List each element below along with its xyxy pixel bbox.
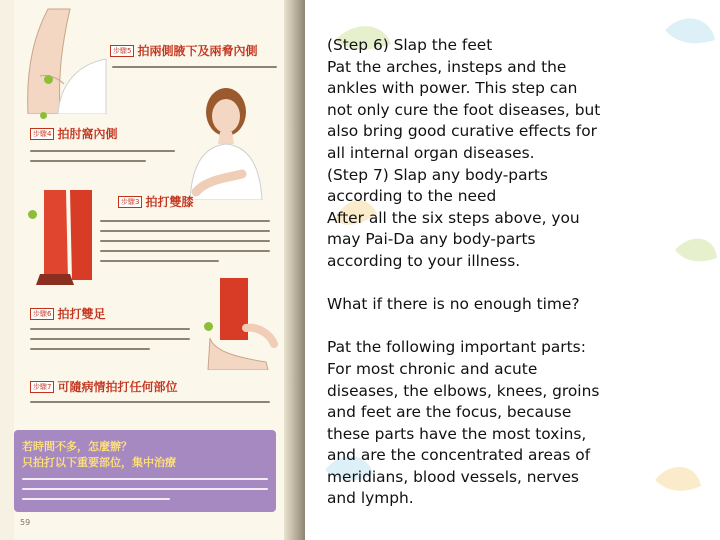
step-tag: 步驟4	[30, 128, 54, 140]
step-tag: 步驟7	[30, 381, 54, 393]
chinese-body-text	[30, 328, 190, 358]
chinese-body-text	[100, 220, 270, 270]
leaf-marker	[44, 75, 53, 84]
tip-title-line: 若時間不多，怎麼辦？	[22, 440, 132, 453]
chinese-body-text	[30, 150, 175, 170]
leaf-marker	[204, 322, 213, 331]
step-heading	[30, 305, 105, 322]
heading-text: 拍打雙足	[57, 307, 106, 321]
heading-text: 可隨病情拍打任何部位	[57, 380, 178, 394]
step-heading	[110, 42, 257, 59]
woman-illustration	[176, 82, 276, 200]
step-tag: 步驟5	[110, 45, 134, 57]
armpit-illustration	[18, 4, 108, 114]
heading-text: 拍肘窩內側	[57, 127, 118, 141]
leaf-marker	[28, 210, 37, 219]
question-line: What if there is no enough time?	[327, 295, 580, 314]
step-heading	[118, 193, 193, 210]
chinese-body-text	[112, 66, 277, 76]
page-gutter	[284, 0, 305, 540]
heading-text: 拍打雙膝	[145, 195, 194, 209]
chinese-body-text	[22, 478, 268, 508]
page-number: 59	[20, 518, 31, 527]
answer-paragraph: Pat the following important parts: For most chronic and acute diseases, the elbows, knees, groins and feet are the focus, because these parts have the most toxins, and are the concentrated areas of meridians, blood vessels, nerves and lymph.	[327, 338, 600, 508]
heading-text: 拍兩側腋下及兩脅內側	[137, 44, 258, 58]
step-tag: 步驟3	[118, 196, 142, 208]
step-heading	[30, 378, 177, 395]
time-tip-box	[14, 430, 276, 512]
step6-step7-paragraph: (Step 6) Slap the feet Pat the arches, insteps and the ankles with power. This step can not only cure the foot diseases, but also bring good curative effects for all internal organ diseases. (Step 7) Slap any body-parts according to the need After all the six steps above, you may Pai-Da any body-parts according to your illness.	[327, 36, 601, 270]
tip-title	[22, 438, 176, 470]
step-heading	[30, 125, 117, 142]
step-tag: 步驟6	[30, 308, 54, 320]
leaf-marker	[40, 112, 47, 119]
article-text	[327, 35, 707, 510]
knees-illustration	[30, 190, 110, 285]
chinese-body-text	[30, 401, 270, 411]
tip-title-line: 只拍打以下重要部位，集中治療	[22, 456, 176, 469]
book-page-photo	[0, 0, 305, 540]
